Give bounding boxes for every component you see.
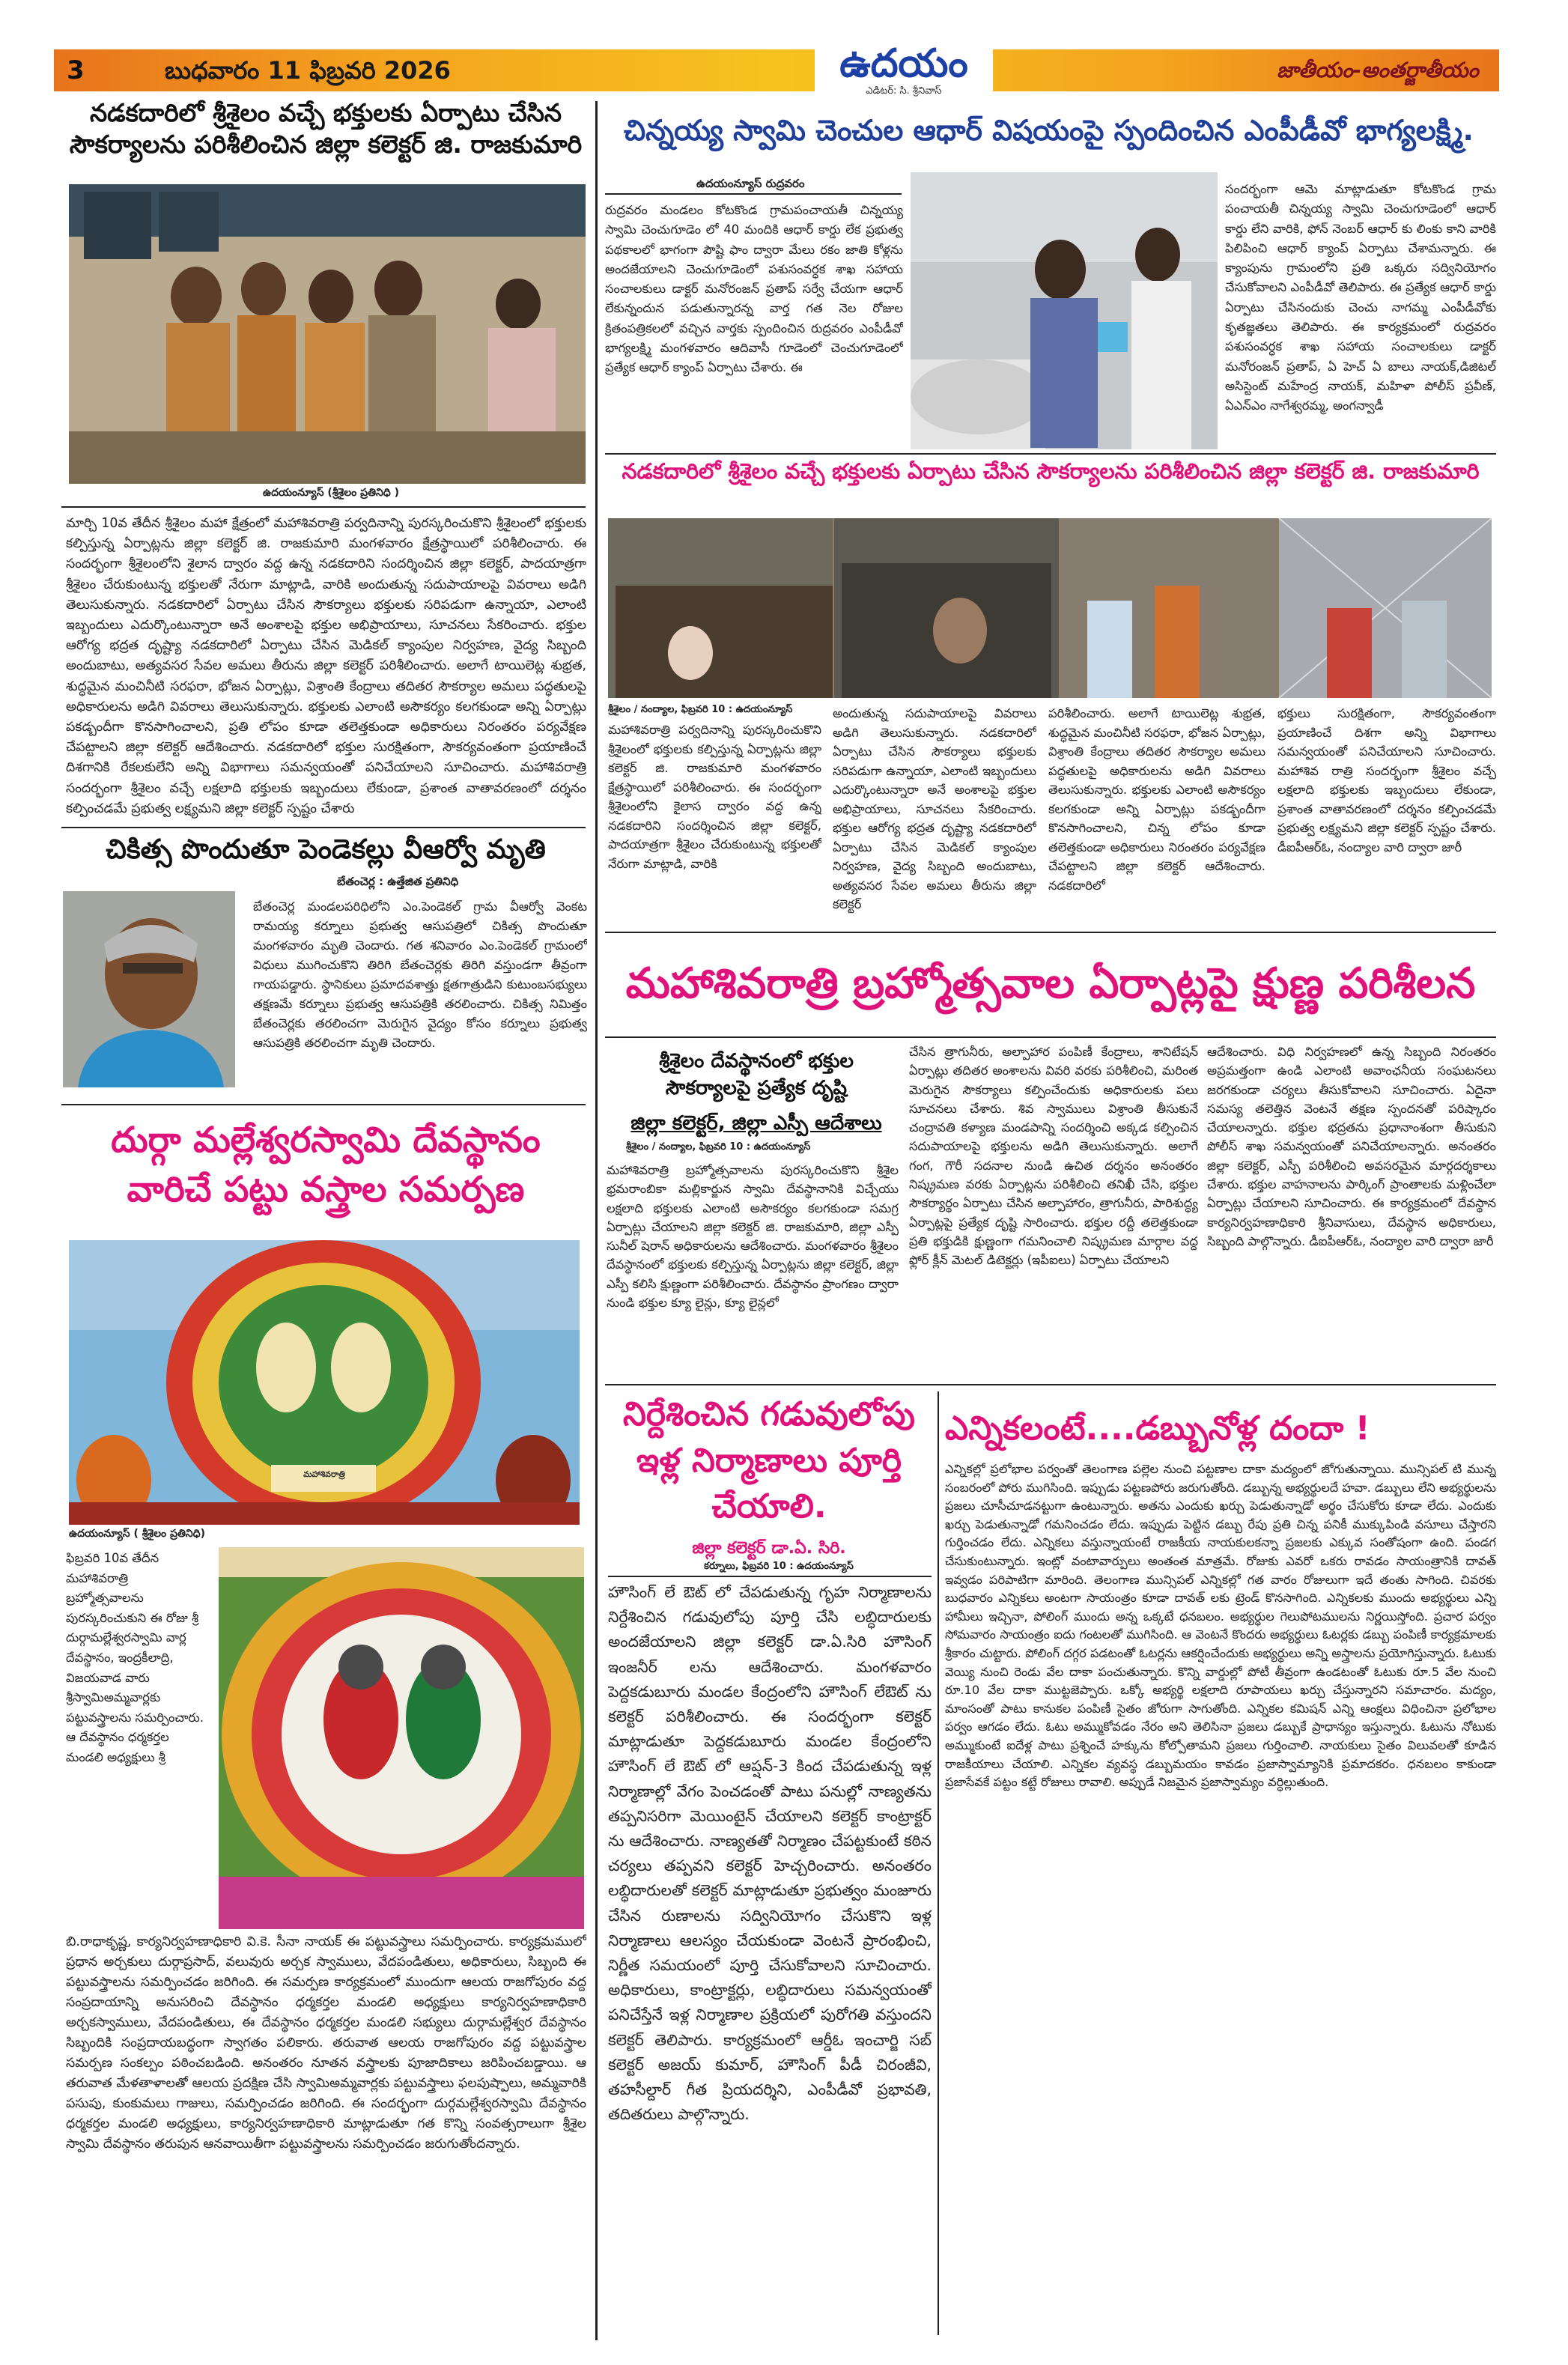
rule <box>61 827 586 828</box>
right-story5-body: ఎన్నికల్లో ప్రలోభాల పర్వంతో తెలంగాణ పల్లెల నుంచి పట్టణాల దాకా మద్యంలో జోగుతున్నాయి. మున్సిపల్ టి మున్న సంబరంలో పోరు ముగిసింది. ఇప్పుడు పట్టణపోరు జరుగుతోంది. డబ్బున్న అభ్యర్థులదే హవా. డబ్బులు లేని అభ్యర్థులను ప్రజలు చూసీచూడనట్టుగా ఉంటున్నారు. అతను ఎందుకు ఖర్చు పెడుతున్నాడో అర్థం చేసుకోరు కూడా లేదు. ఎందుకు ఖర్చు పెడుతున్నాడో గమనించడం లేదు. ఇప్పుడు పెట్టిన డబ్బు రేపు ప్రతి చిన్న పనికీ ముక్కుపిండి వసూలు చేస్తారని గుర్తించడం లేదు. ఎన్నికలు వస్తున్నాయంటే రాజకీయ నాయకులకన్నా ప్రజలకు ఎక్కువ సంతోషంగా ఉంది. పండగ చేసుకుంటున్నారు. ఇంట్లో వంటావార్పులు అంతంత మాత్రమే. రోజుకు ఎవరో ఒకరు రావడం సాయంత్రానికి దావత్ ఇవ్వడం పరిపాటిగా మారింది. తెలంగాణ మున్సిపల్ ఎన్నికల్లో గత వారం రోజులుగా ఇదే తంతు సాగింది. చివరకు బుధవారం ఎన్నికలు అంటగా సాయంత్రం కూడా దావత్ లకు ట్రెండ్ కొనసాగింది. ఎన్నికలకు ముందు అభ్యర్థులు ఎన్ని హామీలు ఇచ్చినా, పోలింగ్ ముందు అన్న ఒక్కటే ధనబలం. అభ్యర్థుల గెలుపోటములను నిర్ణయిస్తోంది. ప్రచార పర్వం సోమవారం సాయంత్రం ఐదు గంటలతో ముగిసింది. ఆ వెంటనే కొందరు అభ్యర్థులు ఓటర్లకు డబ్బు పంపిణీ కార్యక్రమాలకు శ్రీకారం చుట్టారు. పోలింగ్ దగ్గర పడటంతో ఓటర్లను ఆకర్షించేందుకు అభ్యర్థులు అన్ని అస్త్రాలను ప్రయోగిస్తున్నారు. ఓటుకు వెయ్యి నుంచి రెండు వేల దాకా పంచుతున్నారు. కొన్ని వార్డుల్లో పోటీ తీవ్రంగా ఉండటంతో ఓటుకు రూ.5 వేల నుంచి రూ.10 వేల దాకా ముట్టజెప్పారు. ఒక్కో అభ్యర్థి లక్షలాది రూపాయలు ఖర్చు చేస్తున్నారని సమాచారం. మద్యం, మాంసంతో పాటు కానుకల పంపిణీ సైతం జోరుగా సాగుతోంది. ఎన్నికల కమిషన్ ఎన్ని ఆంక్షలు విధించినా ప్రలోభాల పర్వం ఆగడం లేదు. ఓటు అమ్ముకోవడం నేరం అని తెలిసినా ప్రజలు డబ్బుకే ప్రాధాన్యం ఇస్తున్నారు. ఓటును నోటుకు అమ్ముకుంటే ఐదేళ్ల పాటు ప్రశ్నించే హక్కును కోల్పోతామని ప్రజలు గుర్తించాలి. నాయకులు సైతం విలువలతో కూడిన రాజకీయాలు చేయాలి. ఎన్నికల వ్యవస్థ డబ్బుమయం కావడం ప్రజాస్వామ్యానికి ప్రమాదకరం. ధనబలం కాకుండా ప్రజాసేవకే పట్టం కట్టే రోజులు రావాలి. అప్పుడే నిజమైన ప్రజాస్వామ్యం వర్ధిల్లుతుంది. <box>945 1462 1496 1790</box>
left-story3-photo-caption: ఉదయంన్యూస్ ( శ్రీశైలం ప్రతినిధి) <box>69 1528 206 1540</box>
section-title: జాతీయం-అంతర్జాతీయం <box>1277 58 1479 82</box>
rule <box>605 453 1496 455</box>
photo-board-text: మహాశివరాత్రి <box>303 1469 345 1479</box>
left-story3-photo-bottom <box>219 1547 584 1929</box>
rule <box>608 1576 932 1577</box>
right-story3-credit: శ్రీశైలం / నంద్యాల, ఫిబ్రవరి 10 : ఉదయంన్యూస్ <box>626 1141 811 1153</box>
left-story1-headline: నడకదారిలో శ్రీశైలం వచ్చే భక్తులకు ఏర్పాటు చేసిన సౌకర్యాలను పరిశీలించిన జిల్లా కలెక్టర్ జి. రాజకుమారి <box>69 98 583 160</box>
right-story2-col2: అందుతున్న సదుపాయాలపై వివరాలు అడిగి తెలుసుకున్నారు. నడకదారిలో ఏర్పాటు చేసిన సౌకర్యాలు భక్తులకు సరిపడుగా ఉన్నాయా, ఎలాంటి ఇబ్బందులు ఎదుర్కొంటున్నారా అనే అంశాలపై భక్తుల అభిప్రాయాలు, సూచనలు సేకరించారు. భక్తుల ఆరోగ్య భద్రత దృష్ట్యా నడకదారిలో ఏర్పాటు చేసిన మెడికల్ క్యాంపుల నిర్వహణ, వైద్య సిబ్బంది అందుబాటు, అత్యవసర సేవల అమలు తీరును జిల్లా కలెక్టర్ <box>833 706 1036 911</box>
left-story2-credit: బేతంచెర్ల : ఉత్తేజిత ప్రతినిధి <box>337 875 459 888</box>
left-story1-body: మార్చి 10వ తేదీన శ్రీశైలం మహా క్షేత్రంలో మహాశివరాత్రి పర్వదినాన్ని పురస్కరించుకొని శ్రీశైలంలో భక్తులకు కల్పిస్తున్న ఏర్పాట్లను జిల్లా కలెక్టర్ జి. రాజకుమారి మంగళవారం క్షేత్రస్థాయిలో పరిశీలించారు. ఈ సందర్భంగా శ్రీశైలంలోని శైలాన ద్వారం వద్ద ఉన్న నడకదారిని సందర్శించిన జిల్లా కలెక్టర్, పాదయాత్రగా శ్రీశైలం చేరుకుంటున్న భక్తులతో నేరుగా మాట్లాడి, వారికి అందుతున్న సదుపాయాలపై వివరాలు అడిగి తెలుసుకున్నారు. నడకదారిలో ఏర్పాటు చేసిన సౌకర్యాలు భక్తులకు సరిపడుగా ఉన్నాయా, ఎలాంటి ఇబ్బందులు ఎదుర్కొంటున్నారా అనే అంశాలపై భక్తుల అభిప్రాయాలు, సూచనలు సేకరించారు. భక్తుల ఆరోగ్య భద్రత దృష్ట్యా నడకదారిలో ఏర్పాటు చేసిన మెడికల్ క్యాంపుల నిర్వహణ, వైద్య సిబ్బంది అందుబాటు, అత్యవసర సేవల అమలు తీరును జిల్లా కలెక్టర్ పరిశీలించారు. అలాగే టాయిలెట్ల శుభ్రత, శుద్ధమైన మంచినీటి సరఫరా, భోజన ఏర్పాట్లు, విశ్రాంతి కేంద్రాలు తదితర సౌకర్యాల అమలు పద్ధతులపై అధికారులను అడిగి వివరాలు తెలుసుకున్నారు. భక్తులకు ఎలాంటి అసౌకర్యం కలగకుండా అన్ని ఏర్పాట్లు పకడ్బందీగా కొనసాగించాలని, ప్రతి లోపం కూడా తలెత్తకుండా అధికారులు నిరంతరం పర్యవేక్షణ చేపట్టాలని జిల్లా కలెక్టర్ ఆదేశించారు. నడకదారిలో భక్తుల సురక్షితంగా, సౌకర్యవంతంగా ప్రయాణించే దిశగానికి రేకలకులేని అన్ని విభాగాలు సమన్వయంతో పనిచేయాలని సూచించారు. మహాశివరాత్రి సందర్భంగా శ్రీశైలం వచ్చే లక్షలాది భక్తులకు ఇబ్బందులు లేకుండా, ప్రశాంత వాతావరణంలో దర్శనం కల్పించడమే ప్రభుత్వ లక్ష్యమని జిల్లా కలెక్టర్ స్పష్టం చేశారు <box>66 516 586 816</box>
rule <box>605 932 1496 933</box>
right-story2-col1: మహాశివరాత్రి పర్వదినాన్ని పురస్కరించుకొని శ్రీశైలంలో భక్తులకు కల్పిస్తున్న ఏర్పాట్లను జిల్లా కలెక్టర్ జి. రాజకుమారి మంగళవారం క్షేత్రస్థాయిలో పరిశీలించారు. ఈ సందర్భంగా శ్రీశైలంలోని కైలాస ద్వారం వద్ద ఉన్న నడకదారిని సందర్శించిన జిల్లా కలెక్టర్, పాదయాత్రగా శ్రీశైలం చేరుకుంటున్న భక్తులతో నేరుగా మాట్లాడి, వారికి <box>608 723 821 871</box>
left-story2-portrait <box>63 891 235 1087</box>
issue-date: బుధవారం 11 ఫిబ్రవరి 2026 <box>165 56 451 85</box>
right-story1-headline: చిన్నయ్య స్వామి చెంచుల ఆధార్ విషయంపై స్పందించిన ఎంపీడీవో భాగ్యలక్ష్మి. <box>624 114 1474 147</box>
left-story2-headline: చికిత్స పొందుతూ పెండెకల్లు వీఆర్వో మృతి <box>106 834 546 865</box>
right-story4-credit: కర్నూలు, ఫిబ్రవరి 10 : ఉదయంన్యూస్ <box>704 1561 854 1572</box>
right-story2-col3: పరిశీలించారు. అలాగే టాయిలెట్ల శుభ్రత, శుద్ధమైన మంచినీటి సరఫరా, భోజన ఏర్పాట్లు, విశ్రాంతి కేంద్రాలు తదితర సౌకర్యాల అమలు పద్ధతులపై అధికారులను అడిగి వివరాలు తెలుసుకున్నారు. భక్తులకు ఎలాంటి అసౌకర్యం కలగకుండా అన్ని ఏర్పాట్లు పకడ్బందీగా కొనసాగించాలని, చిన్న లోపం కూడా తలెత్తకుండా అధికారులు నిరంతరం పర్యవేక్షణ చేపట్టాలని జిల్లా కలెక్టర్ ఆదేశించారు. నడకదారిలో <box>1048 706 1265 893</box>
logo-text: ఉదయం <box>839 40 968 86</box>
right-story2-col4: భక్తులు సురక్షితంగా, సౌకర్యవంతంగా ప్రయాణించే దిశగా అన్ని విభాగాలు సమన్వయంతో పనిచేయాలని సూచించారు. మహాశివ రాత్రి సందర్భంగా శ్రీశైలం వచ్చే లక్షలాది భక్తులకు ఇబ్బందులు లేకుండా, ప్రశాంత వాతావరణంలో దర్శనం కల్పించడమే ప్రభుత్వ లక్ష్యమని జిల్లా కలెక్టర్ స్పష్టం చేశారు. డీఐపీఆర్ఓ, నంద్యాల వారి ద్వారా జారీ <box>1277 706 1496 854</box>
right-story3-col1: మహాశివరాత్రి బ్రహ్మోత్సవాలను పురస్కరించుకొని శ్రీశైల భ్రమరాంబికా మల్లికార్జున స్వామి దేవస్థానానికి విచ్చేయు లక్షలాది భక్తులకు ఎలాంటి అసౌకర్యం కలగకుండా సమగ్ర ఏర్పాట్లు చేయాలని జిల్లా కలెక్టర్ జి. రాజకుమారి, జిల్లా ఎస్పీ సునీల్ షెరాన్ అధికారులను ఆదేశించారు. మంగళవారం శ్రీశైలం దేవస్థానంలో భక్తులకు కల్పిస్తున్న ఏర్పాట్లను జిల్లా కలెక్టర్, జిల్లా ఎస్పీ కలిసి క్షుణ్ణంగా పరిశీలించారు. దేవస్థానం ప్రాంగణం ద్వారా నుండి భక్తుల క్యూ లైన్లు, క్యూ లైన్లలో <box>607 1163 899 1311</box>
right-story1-body-left: రుద్రవరం మండలం కోటకొండ గ్రామపంచాయతీ చిన్నయ్య స్వామి చెంచుగూడెం లో 40 మందికి ఆధార్ కార్డు లేక ప్రభుత్వ పథకాలలో భాగంగా పౌష్టి ఫాం ద్వారా మేలు రకం జాతి కోళ్లను అందజేయాలని చెంచుగూడెంలో పశుసంవర్ధక శాఖ సహాయ సంచాలకులు డాక్టర్ మనోరంజన్ ప్రతాప్ సర్వే చేయగా ఆధార్ లేకున్నందున పడుతున్నారన్న వార్త గత నెల రోజుల క్రితంపత్రికలలో వచ్చిన వార్తకు స్పందించిన రుద్రవరం ఎంపీడీవో భాగ్యలక్ష్మి మంగళవారం ఆదివాసీ గూడెంలో చెంచుగూడెంలో ప్రత్యేక ఆధార్ క్యాంప్ ఏర్పాటు చేశారు. ఈ <box>605 203 903 375</box>
right-story2-headline: నడకదారిలో శ్రీశైలం వచ్చే భక్తులకు ఏర్పాటు చేసిన సౌకర్యాలను పరిశీలించిన జిల్లా కలెక్టర్ జి. రాజకుమారి <box>622 459 1480 484</box>
column-divider <box>595 101 598 2340</box>
rule <box>61 1104 586 1105</box>
left-story3-headline: దుర్గా మల్లేశ్వరస్వామి దేవస్థానం వారిచే పట్టు వస్త్రాల సమర్పణ <box>111 1120 541 1210</box>
left-story3-side-text: ఫిబ్రవరి 10వ తేదీన మహాశివరాత్రి బ్రహ్మోత్సవాలను పురస్కరించుకుని ఈ రోజు శ్రీ దుర్గామల్లేశ్వరస్వామి వార్ల దేవస్థానం, ఇంద్రకీలాద్రి, విజయవాడ వారు శ్రీస్వామిఅమ్మవార్లకు పట్టువస్త్రాలను సమర్పించారు. ఆ దేవస్థానం ధర్మకర్తల మండలి అధ్యక్షులు శ్రీ <box>66 1551 204 1764</box>
page-number: 3 <box>67 55 85 85</box>
right-story2-photo-caption: శ్రీశైలం / నంద్యాల, ఫిబ్రవరి 10 : ఉదయంన్యూస్ <box>608 704 793 715</box>
right-story4-headline: నిర్దేశించిన గడువులోపు ఇళ్ల నిర్మాణాలు పూర్తి చేయాలి. <box>623 1395 915 1526</box>
rule <box>61 506 586 508</box>
right-story3-subheadline-2: జిల్లా కలెక్టర్, జిల్లా ఎస్పీ ఆదేశాలు <box>630 1112 882 1135</box>
left-story1-photo <box>69 184 586 484</box>
right-story4-subheadline: జిల్లా కలెక్టర్ డా.ఏ. సిరి. <box>692 1539 846 1558</box>
column-divider <box>938 1391 939 2335</box>
right-story2-photos <box>608 518 1492 698</box>
right-story3-col2: చేసిన త్రాగునీరు, అల్పాహార పంపిణీ కేంద్రాలు, శానిటేషన్ ఏర్పాట్లు తదితర అంశాలను వివరి వరకు పరిశీలించి, మరింత మెరుగైన సౌకర్యాలు కల్పించేందుకు అధికారులకు పలు సూచనలు చేశారు. శివ స్వాములు విశ్రాంతి తీసుకునే చంద్రావతి కళ్యాణ మండపాన్ని సందర్శించి అక్కడ కల్పించిన సదుపాయాలపై భక్తులను అడిగి తెలుసుకున్నారు. అలాగే గంగ, గౌరీ సదనాల నుండి ఉచిత దర్శనం అనంతరం నిష్క్రమణ వరకు ఏర్పాట్లను పరిశీలించి తనిఖీ చేసి, భక్తుల సౌకర్యార్థం ఏర్పాటు చేసిన అల్పాహారం, త్రాగునీరు, పారిశుద్ధ్య ఏర్పాట్లపై ప్రత్యేక దృష్టి సారించారు. భక్తుల రద్దీ తలెత్తకుండా ప్రతి భక్తుడికి క్షుణ్ణంగా గమనించాలి నిష్క్రమణ మార్గాల వద్ద ఫ్లోర్ క్లీన్ మెటల్ డిటెక్టర్లు (ఇపీఐలు) ఏర్పాటు చేయాలని <box>909 1045 1198 1268</box>
right-story5-headline: ఎన్నికలంటే....డబ్బునోళ్ల దందా ! <box>945 1409 1370 1448</box>
right-story3-headline: మహాశివరాత్రి బ్రహ్మోత్సవాల ఏర్పాట్లపై క్షుణ్ణ పరిశీలన <box>625 959 1476 1008</box>
right-story4-body: హౌసింగ్ లే ఔట్ లో చేపడుతున్న గృహ నిర్మాణాలను నిర్దేశించిన గడువులోపు పూర్తి చేసి లబ్ధిదారులకు అందజేయాలని జిల్లా కలెక్టర్ డా.ఏ.సిరి హౌసింగ్ ఇంజనీర్ లను ఆదేశించారు. మంగళవారం పెద్దకడుబూరు మండల కేంద్రంలోని హౌసింగ్ లేఔట్ ను కలెక్టర్ పరిశీలించారు. ఈ సందర్భంగా కలెక్టర్ మాట్లాడుతూ పెద్దకడుబూరు మండల కేంద్రంలోని హౌసింగ్ లే ఔట్ లో ఆప్షన్-3 కింద చేపడుతున్న ఇళ్ల నిర్మాణాల్లో వేగం పెంచడంతో పాటు పనుల్లో నాణ్యతను తప్పనిసరిగా మెయింటైన్ చేయాలని కలెక్టర్ కాంట్రాక్టర్ ను ఆదేశించారు. నాణ్యతతో నిర్మాణం చేపట్టకుంటే కఠిన చర్యలు తప్పవని కలెక్టర్ హెచ్చరించారు. అనంతరం లబ్ధిదారులతో కలెక్టర్ మాట్లాడుతూ ప్రభుత్వం మంజూరు చేసిన రుణాలను సద్వినియోగం చేసుకొని ఇళ్ల నిర్మాణాలు ఆలస్యం చేయకుండా వెంటనే ప్రారంభించి, నిర్ణీత సమయంలో పూర్తి చేసుకోవాలని సూచించారు. అధికారులు, కాంట్రాక్టర్లు, లబ్ధిదారులు సమన్వయంతో పనిచేస్తేనే ఇళ్ల నిర్మాణాల ప్రక్రియలో పురోగతి వస్తుందని కలెక్టర్ తెలిపారు. కార్యక్రమంలో ఆర్డీఓ ఇంచార్జి సబ్ కలెక్టర్ అజయ్ కుమార్, హౌసింగ్ పీడీ చిరంజీవి, తహసీల్దార్ గీత ప్రియదర్శిని, ఎంపీడీవో ప్రభావతి, తదితరులు పాల్గొన్నారు. <box>608 1583 932 2124</box>
rule <box>605 1384 1496 1385</box>
right-story3-subheadline: శ్రీశైలం దేవస్థానంలో భక్తుల సౌకర్యాలపై ప్రత్యేక దృష్టి <box>659 1050 854 1099</box>
right-story3-col3: ఆదేశించారు. విధి నిర్వహణలో ఉన్న సిబ్బంది నిరంతరం అప్రమత్తంగా ఉండి ఎలాంటి అవాంఛనీయ సంఘటనలు జరగకుండా చర్యలు తీసుకోవాలని సూచించారు. ఏదైనా సమస్య తలెత్తిన వెంటనే తక్షణ స్పందనతో పరిష్కారం చేయాలన్నారు. భక్తుల భద్రతను ప్రధానాంశంగా తీసుకుని పోలీస్ శాఖ సమన్వయంతో పనిచేయాలన్నారు. అనంతరం జిల్లా కలెక్టర్, ఎస్పీ పరిశీలించి అవసరమైన మార్గదర్శకాలు చేశారు. భక్తుల వాహనాలను పార్కింగ్ ప్రాంతాలకు మళ్లించేలా ఏర్పాట్లు చేయాలని సూచించారు. ఈ కార్యక్రమంలో దేవస్థాన కార్యనిర్వహణాధికారి శ్రీనివాసులు, దేవస్థాన అధికారులు, సిబ్బంది పాల్గొన్నారు. డీఐపీఆర్ఓ, నంద్యాల వారి ద్వారా జారీ <box>1207 1045 1496 1248</box>
left-story1-photo-caption: ఉదయంన్యూస్ (శ్రీశైలం ప్రతినిధి ) <box>262 487 400 499</box>
rule <box>605 1036 1496 1038</box>
left-story2-body: బేతంచెర్ల మండలపరిధిలోని ఎం.పెండెకల్ గ్రామ వీఆర్వో వెంకట రామయ్య కర్నూలు ప్రభుత్వ ఆసుపత్రిలో చికిత్స పొందుతూ మంగళవారం మృతి చెందారు. గత శనివారం ఎం.పెండెకల్ గ్రామంలో విధులు ముగించుకొని తిరిగి బేతంచెర్లకు తిరిగి వస్తుండగా తీవ్రంగా గాయపడ్డారు. స్థానికులు ప్రమాదవశాత్తు క్షతగాత్రుడిని కుటుంబసభ్యులు తక్షణమే కర్నూలు ప్రభుత్వ ఆసుపత్రికి తరలించారు. చికిత్స నిమిత్తం బేతంచెర్లకు తరలించగా మెరుగైన వైద్యం కోసం కర్నూలు ప్రభుత్వ ఆసుపత్రికి తరలించగా మృతి చెందారు. <box>253 899 587 1050</box>
rule <box>605 193 902 195</box>
right-story1-photo <box>911 172 1218 449</box>
right-story1-credit: ఉదయంన్యూస్ రుద్రవరం <box>696 177 805 190</box>
left-story3-body: బి.రాధాకృష్ణ, కార్యనిర్వహణాధికారి వి.కె. సీనా నాయక్ ఈ పట్టువస్త్రాలు సమర్పించారు. కార్యక్రమములో ప్రధాన అర్చకులు దుర్గాప్రసాద్, వలువురు అర్చక స్వాములు, వేదపండితులు, అధికారులు, సిబ్బంది ఈ పట్టువస్త్రాలను సమర్పించడం జరిగింది. ఈ సమర్పణ కార్యక్రమంలో ముందుగా ఆలయ రాజగోపురం వద్ద సంప్రదాయాన్ని అనుసరించి దేవస్థానం ధర్మకర్తల మండలి అధ్యక్షులు కార్యనిర్వహణాధికారి అర్చకస్వాములు, వేదపండితులు, ఈ దేవస్థానం ధర్మకర్తల మండలి సభ్యులు దుర్గామల్లేశ్వర దేవస్థానం సిబ్బందికి సంప్రదాయబద్ధంగా స్వాగతం పలికారు. తరువాత ఆలయ రాజగోపురం వద్ద పట్టువస్త్రాల సమర్పణ సంకల్పం పఠించబడింది. అనంతరం నూతన వస్త్రాలకు పూజాదికాలు జరిపించబడ్డాయి. ఆ తరువాత మేళతాళాలతో ఆలయ ప్రదక్షిణ చేసి స్వామిఅమ్మవార్లకు పట్టువస్త్రాలు ఫలపుష్పాలు, అమ్మవారికి పసుపు, కుంకుమలు గాజులు, సమర్పించడం జరిగింది. ఈ సందర్భంగా దుర్గమల్లేశ్వరస్వామి దేవస్థానం ధర్మకర్తల మండలి అధ్యక్షులు, కార్యనిర్వహణాధికారి మాట్లాడుతూ గత కొన్ని సంవత్సరాలుగా శ్రీశైల స్వామి దేవస్థానం తరుపున ఆనవాయితీగా పట్టువస్త్రాలను సమర్పించడం జరుగుతోందన్నారు. <box>66 1934 586 2152</box>
newspaper-logo <box>815 42 993 102</box>
logo-tagline: ఎడిటర్: సి. శ్రీనివాస్ <box>866 85 942 97</box>
right-story1-body-right: సందర్భంగా ఆమె మాట్లాడుతూ కోటకొండ గ్రామ పంచాయతీ చిన్నయ్య స్వామి చెంచుగూడెంలో ఆధార్ కార్డు లేని వారికి, ఫోన్ నెంబర్ ఆధార్ కు లింకు కాని వారికి పిలిపించి ఆధార్ క్యాంప్ ఏర్పాటు చేశామన్నారు. ఈ క్యాంపును గ్రామంలోని ప్రతి ఒక్కరు సద్వినియోగం చేసుకోవాలని ఎంపీడీవో తెలిపారు. ఈ ప్రత్యేక ఆధార్ కార్డు ఏర్పాటు చేసినందుకు చెంచు నాగమ్మ ఎంపీడీవోకు కృతజ్ఞతలు తెలిపారు. ఈ కార్యక్రమంలో రుద్రవరం పశుసంవర్ధక శాఖ సహాయ సంచాలకులు డాక్టర్ మనోరంజన్ ప్రతాప్, ఏ హెచ్ ఏ బాలు నాయక్,డిజిటల్ అసిస్టెంట్ మహేంద్ర నాయక్, మహిళా పోలీస్ ప్రవీణ్, ఏఎన్ఎం నాగేశ్వరమ్మ, అంగన్వాడీ <box>1225 182 1496 413</box>
left-story3-photo-top <box>69 1240 580 1525</box>
